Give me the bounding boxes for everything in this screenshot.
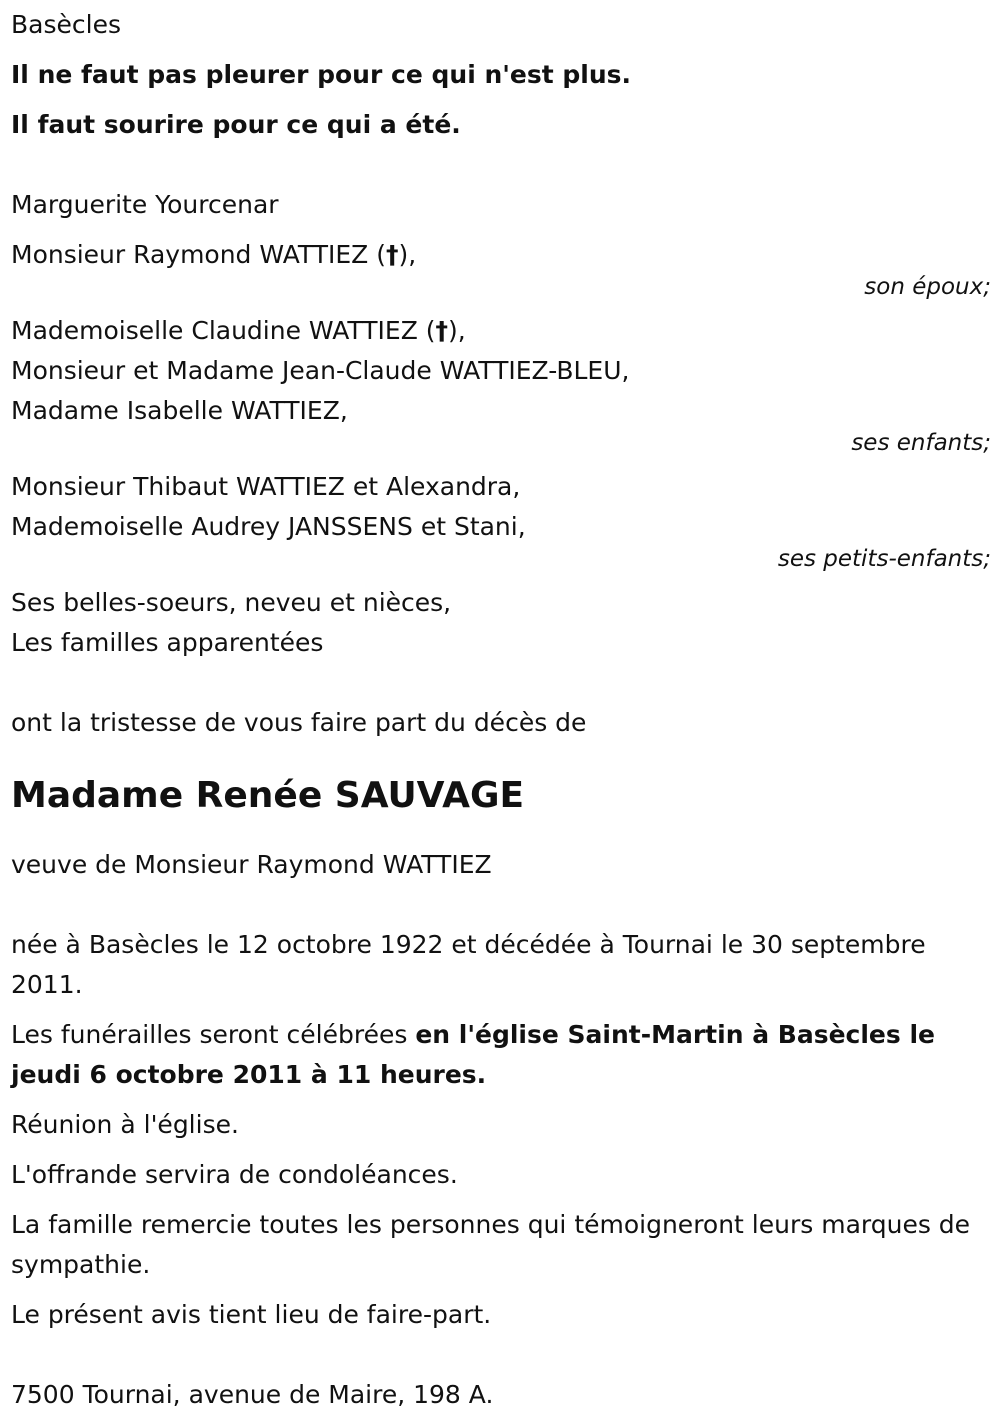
- child-1-suffix: ),: [448, 316, 466, 345]
- child-line-1: [11, 311, 991, 351]
- child-line-2: Monsieur et Madame Jean-Claude WATTIEZ-BLEU,: [11, 356, 630, 385]
- notice-info: Le présent avis tient lieu de faire-part.: [11, 1300, 492, 1329]
- address: 7500 Tournai, avenue de Maire, 198 A.: [11, 1380, 494, 1409]
- funeral-details: en l'église Saint-Martin à Basècles le jeudi 6 octobre 2011 à 11 heures.: [11, 1020, 935, 1089]
- funeral-info: [11, 1015, 991, 1095]
- grandchild-line-2: Mademoiselle Audrey JANSSENS et Stani,: [11, 512, 526, 541]
- children-section: [11, 311, 991, 457]
- funeral-prefix: Les funérailles seront célébrées: [11, 1020, 416, 1049]
- others-line-1: Ses belles-soeurs, neveu et nièces,: [11, 588, 452, 617]
- grandchildren-section: [11, 467, 991, 573]
- others-section: [11, 583, 991, 663]
- announcement-intro: ont la tristesse de vous faire part du décès de: [11, 708, 587, 737]
- spouse-suffix: ),: [398, 240, 417, 269]
- thanks-info: La famille remercie toutes les personnes qui témoigneront leurs marques de sympathie.: [11, 1210, 971, 1279]
- spouse-line: [11, 235, 991, 275]
- notice-content: [11, 5, 991, 1415]
- quote-line-2: Il faut sourire pour ce qui a été.: [11, 110, 461, 139]
- meeting-info: Réunion à l'église.: [11, 1110, 239, 1139]
- others-line-2: Les familles apparentées: [11, 628, 324, 657]
- grandchildren-role: ses petits-enfants;: [777, 546, 991, 572]
- spouse-role: son époux;: [864, 274, 991, 300]
- birth-death-dates: née à Basècles le 12 octobre 1922 et décédée à Tournai le 30 septembre 2011.: [11, 930, 926, 999]
- town-name: Basècles: [11, 10, 121, 39]
- quote-author: Marguerite Yourcenar: [11, 190, 279, 219]
- cross-icon: †: [386, 240, 399, 269]
- deceased-name: Madame Renée SAUVAGE: [11, 775, 525, 816]
- child-line-3: Madame Isabelle WATTIEZ,: [11, 396, 348, 425]
- spouse-name: Monsieur Raymond WATTIEZ (: [11, 240, 386, 269]
- grandchild-line-1: Monsieur Thibaut WATTIEZ et Alexandra,: [11, 472, 521, 501]
- cross-icon: †: [435, 316, 449, 345]
- offering-info: L'offrande servira de condoléances.: [11, 1160, 458, 1189]
- children-role: ses enfants;: [851, 430, 991, 456]
- child-1-name: Mademoiselle Claudine WATTIEZ (: [11, 316, 436, 345]
- widow-of: veuve de Monsieur Raymond WATTIEZ: [11, 850, 492, 879]
- spouse-section: [11, 235, 991, 301]
- quote-line-1: Il ne faut pas pleurer pour ce qui n'est plus.: [11, 60, 632, 89]
